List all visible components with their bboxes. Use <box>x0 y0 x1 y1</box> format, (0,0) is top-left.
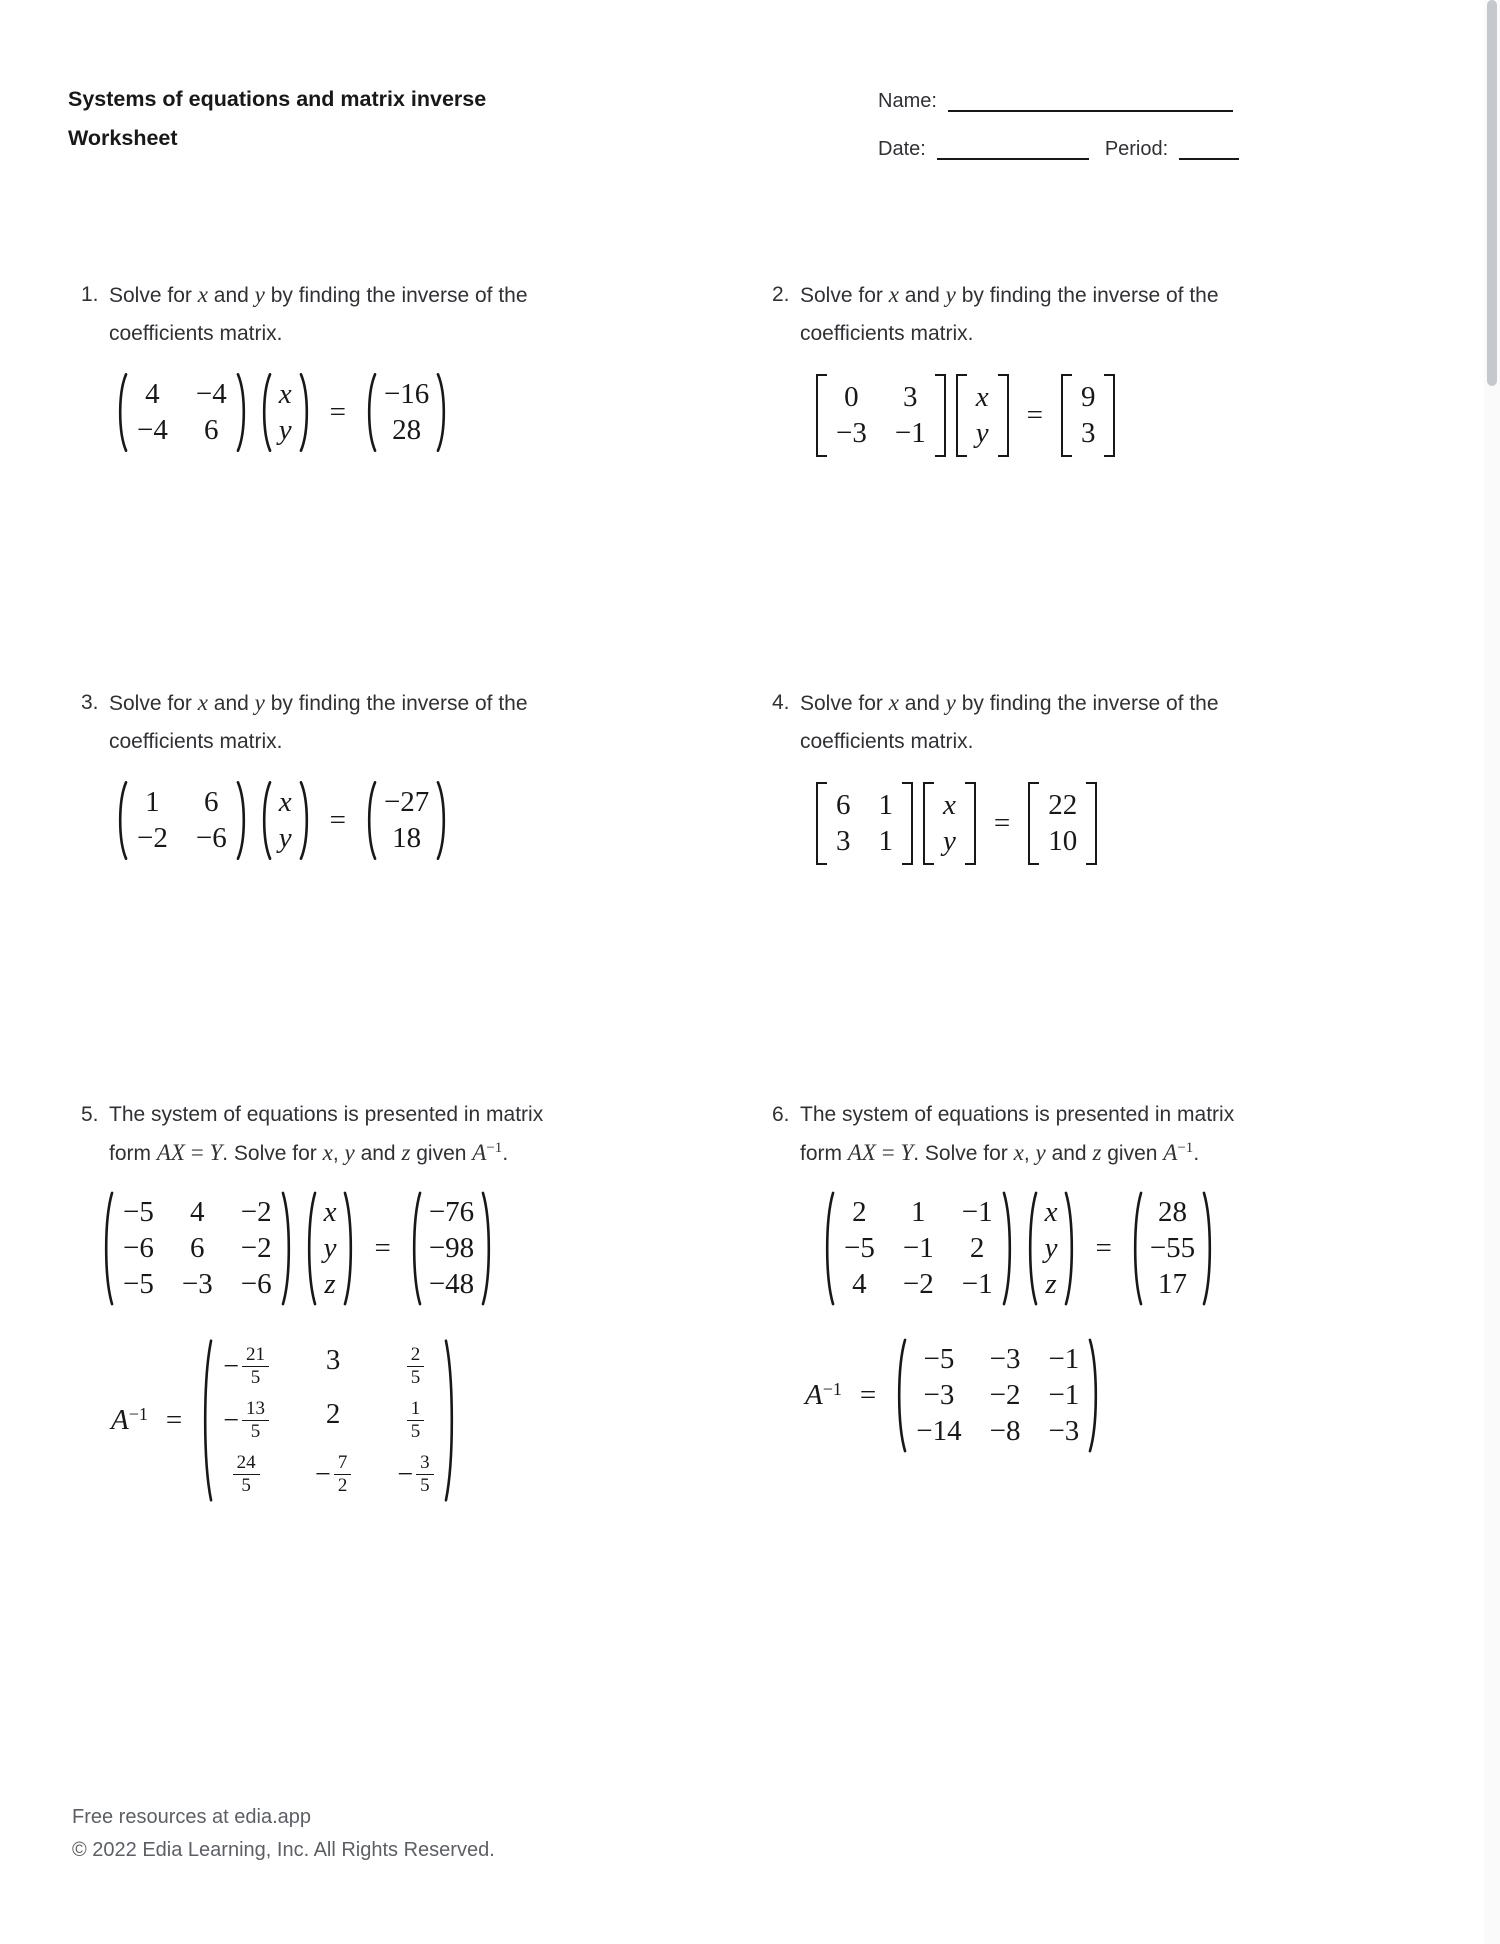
prompt-text: . Solve for <box>222 1142 323 1165</box>
exponent: −1 <box>1177 1140 1194 1156</box>
variable-vector <box>956 373 1009 458</box>
prompt-text: , <box>332 1142 345 1165</box>
problem-3-prompt <box>81 684 611 761</box>
matrix-cell: −2 <box>989 1379 1021 1411</box>
prompt-text: . <box>1193 1142 1200 1165</box>
matrix-cell: −16 <box>383 378 430 410</box>
matrix-cell: 3 <box>836 825 851 857</box>
math-var: A <box>111 1404 129 1436</box>
problem-number: 5. <box>81 1103 99 1126</box>
matrix-cell: y <box>943 825 956 857</box>
matrix-cell: −1 <box>1048 1343 1080 1375</box>
constant-vector <box>364 373 449 452</box>
matrix-cell <box>407 1344 425 1389</box>
matrix-cell <box>233 1452 260 1497</box>
matrix-cell: y <box>1044 1232 1058 1264</box>
prompt-text: and <box>207 692 255 715</box>
matrix-cell: −2 <box>137 822 168 854</box>
matrix-cell: −3 <box>1048 1415 1080 1447</box>
matrix-cell: x <box>1044 1196 1058 1228</box>
prompt-text: . <box>502 1142 509 1165</box>
prompt-text: by finding the inverse of the coefficients matrix. <box>800 284 1219 345</box>
equals-sign: = <box>329 396 346 428</box>
matrix-cell: 3 <box>903 381 918 413</box>
paren-left <box>101 1191 114 1306</box>
problem-number: 3. <box>81 691 99 714</box>
prompt-text: The system of equations is presented in matrix form <box>109 1103 544 1165</box>
paren-left <box>364 373 377 452</box>
problem-6 <box>772 1096 1302 1453</box>
problem-4-prompt <box>772 684 1302 761</box>
fraction-denominator: 2 <box>337 1475 348 1496</box>
matrix-cell: −1 <box>961 1268 993 1300</box>
paren-right <box>236 781 249 860</box>
coefficient-matrix <box>115 781 249 860</box>
matrix-cell: 4 <box>852 1268 867 1300</box>
fraction-sign: − <box>397 1458 414 1490</box>
matrix-cell: 28 <box>1157 1196 1187 1228</box>
matrix-cell: 1 <box>911 1196 926 1228</box>
math-var: x <box>888 690 899 715</box>
matrix-cell: y <box>975 417 989 449</box>
variable-vector <box>1025 1191 1078 1306</box>
math-var: A <box>1163 1140 1178 1165</box>
problem-2 <box>772 276 1302 458</box>
fraction-numerator: 2 <box>407 1344 425 1367</box>
paren-right <box>343 1191 356 1306</box>
a-inverse-label <box>805 1379 842 1412</box>
scrollbar-thumb[interactable] <box>1487 0 1497 386</box>
bracket-left <box>816 374 827 457</box>
problem-1-equation <box>115 373 611 452</box>
fraction-numerator: 7 <box>334 1452 352 1475</box>
matrix-cell: −27 <box>383 786 430 818</box>
paren-right <box>299 373 312 452</box>
constant-vector <box>364 781 449 860</box>
worksheet-title-line2: Worksheet <box>68 126 178 150</box>
problem-number: 4. <box>772 691 790 714</box>
math-var: AX <box>156 1140 185 1165</box>
date-period-row <box>878 136 1239 160</box>
matrix-cell: −5 <box>123 1196 154 1228</box>
constant-vector <box>1061 373 1116 458</box>
matrix-cell: −5 <box>123 1268 154 1300</box>
paren-left <box>409 1191 422 1306</box>
date-label: Date: <box>878 138 926 160</box>
bracket-right <box>935 374 946 457</box>
fraction-sign: − <box>223 1350 240 1382</box>
fraction-numerator: 21 <box>242 1344 269 1367</box>
paren-left <box>115 373 128 452</box>
matrix-cell: −98 <box>428 1232 475 1264</box>
prompt-text: and <box>898 284 946 307</box>
problem-2-prompt <box>772 276 1302 353</box>
paren-right <box>1202 1191 1215 1306</box>
matrix-cell <box>407 1398 425 1443</box>
math-var: y <box>945 690 956 715</box>
bracket-left <box>1061 374 1072 457</box>
matrix-cell: 3 <box>325 1344 341 1376</box>
paren-right <box>444 1338 457 1503</box>
matrix-cell: −2 <box>240 1232 272 1264</box>
paren-left <box>1130 1191 1143 1306</box>
paren-right <box>299 781 312 860</box>
student-fields <box>878 88 1239 160</box>
matrix-cell: −6 <box>240 1268 272 1300</box>
matrix-cell: 6 <box>204 414 219 446</box>
fraction-denominator: 5 <box>250 1367 261 1388</box>
fraction-sign: − <box>223 1404 240 1436</box>
math-equals-text: = <box>184 1140 210 1165</box>
matrix-cell: 1 <box>878 825 893 857</box>
problem-3-equation <box>115 781 611 860</box>
problem-3 <box>81 684 611 860</box>
prompt-text: by finding the inverse of the coefficients matrix. <box>800 692 1219 753</box>
math-var: A <box>472 1140 487 1165</box>
bracket-right <box>1104 374 1115 457</box>
math-var: x <box>888 282 899 307</box>
math-var: z <box>401 1140 411 1165</box>
matrix-cell: −76 <box>428 1196 475 1228</box>
math-var: y <box>254 690 265 715</box>
bracket-right <box>965 782 976 865</box>
worksheet-title <box>68 80 486 158</box>
paren-left <box>259 373 272 452</box>
fraction-denominator: 5 <box>420 1475 430 1496</box>
bracket-left <box>956 374 967 457</box>
problem-6-inverse-equation <box>805 1338 1302 1453</box>
problem-1 <box>81 276 611 452</box>
fraction-denominator: 5 <box>410 1421 421 1442</box>
coefficient-matrix <box>115 373 249 452</box>
paren-left <box>259 781 272 860</box>
prompt-text: Solve for <box>109 284 198 307</box>
matrix-cell: 1 <box>145 786 160 818</box>
problem-6-equation <box>822 1191 1302 1306</box>
paren-left <box>115 781 128 860</box>
math-var: y <box>254 282 265 307</box>
paren-right <box>1064 1191 1077 1306</box>
exponent: −1 <box>822 1379 842 1399</box>
paren-right <box>436 373 449 452</box>
problem-5-inverse-equation <box>111 1338 611 1503</box>
exponent: −1 <box>128 1404 148 1424</box>
fraction-denominator: 5 <box>410 1367 421 1388</box>
equals-sign: = <box>329 804 346 836</box>
inverse-matrix <box>894 1338 1101 1453</box>
equals-sign: = <box>993 807 1011 839</box>
matrix-cell: y <box>278 414 292 446</box>
constant-vector <box>1028 781 1097 866</box>
period-blank <box>1179 142 1239 160</box>
prompt-text: , <box>1023 1142 1036 1165</box>
paren-left <box>1025 1191 1038 1306</box>
matrix-cell <box>223 1398 269 1443</box>
fraction-numerator: 1 <box>407 1398 425 1421</box>
problem-5-equation <box>101 1191 611 1306</box>
coefficient-matrix <box>816 373 946 458</box>
inverse-matrix <box>200 1338 456 1503</box>
prompt-text: and <box>898 692 946 715</box>
matrix-cell: −3 <box>989 1343 1021 1375</box>
matrix-cell: x <box>278 786 292 818</box>
math-var: x <box>1013 1140 1024 1165</box>
problem-2-equation <box>816 373 1302 458</box>
matrix-cell: 0 <box>844 381 859 413</box>
paren-right <box>1002 1191 1015 1306</box>
matrix-cell: −3 <box>923 1379 955 1411</box>
paren-right <box>436 781 449 860</box>
matrix-cell: −6 <box>195 822 227 854</box>
matrix-cell: −1 <box>961 1196 993 1228</box>
math-var: z <box>1092 1140 1102 1165</box>
paren-right <box>236 373 249 452</box>
math-equals-text: = <box>875 1140 901 1165</box>
matrix-cell: 2 <box>325 1398 341 1430</box>
paren-left <box>200 1338 213 1503</box>
bracket-left <box>923 782 934 865</box>
worksheet-title-line1: Systems of equations and matrix inverse <box>68 87 487 111</box>
math-var: y <box>945 282 956 307</box>
fraction-denominator: 5 <box>250 1421 261 1442</box>
math-var: Y <box>900 1140 914 1165</box>
matrix-cell: 9 <box>1080 381 1096 413</box>
matrix-cell: −1 <box>902 1232 934 1264</box>
variable-vector <box>259 373 312 452</box>
math-var: Y <box>209 1140 223 1165</box>
matrix-cell: x <box>278 378 292 410</box>
prompt-text: given <box>410 1142 473 1165</box>
fraction-denominator: 5 <box>241 1475 251 1496</box>
matrix-cell: z <box>1045 1268 1057 1300</box>
matrix-cell <box>397 1452 433 1497</box>
problem-number: 6. <box>772 1103 790 1126</box>
matrix-cell: −2 <box>902 1268 934 1300</box>
a-inverse-label <box>111 1404 148 1437</box>
bracket-right <box>902 782 913 865</box>
matrix-cell: 6 <box>190 1232 205 1264</box>
paren-right <box>1088 1338 1101 1453</box>
matrix-cell: 10 <box>1048 825 1078 857</box>
variable-vector <box>304 1191 357 1306</box>
matrix-cell: −1 <box>894 417 926 449</box>
matrix-cell <box>223 1344 269 1389</box>
matrix-cell: −3 <box>836 417 867 449</box>
prompt-text: and <box>207 284 255 307</box>
matrix-cell: x <box>943 789 956 821</box>
prompt-text: and <box>354 1142 402 1165</box>
footer-resources-line: Free resources at edia.app <box>72 1806 312 1828</box>
equals-sign: = <box>374 1232 391 1264</box>
bracket-left <box>1028 782 1039 865</box>
problem-6-prompt <box>772 1096 1302 1173</box>
fraction-numerator: 13 <box>242 1398 269 1421</box>
prompt-text: by finding the inverse of the coefficients matrix. <box>109 284 528 345</box>
prompt-text: Solve for <box>109 692 198 715</box>
math-var: x <box>322 1140 333 1165</box>
problem-4 <box>772 684 1302 866</box>
equals-sign: = <box>1095 1232 1112 1264</box>
variable-vector <box>923 781 976 866</box>
paren-right <box>281 1191 294 1306</box>
matrix-cell: −3 <box>181 1268 213 1300</box>
matrix-cell <box>315 1452 351 1497</box>
matrix-cell: 4 <box>145 378 160 410</box>
paren-right <box>481 1191 494 1306</box>
matrix-cell: −55 <box>1149 1232 1196 1264</box>
bracket-right <box>1086 782 1097 865</box>
matrix-cell: y <box>323 1232 337 1264</box>
prompt-text: The system of equations is presented in matrix form <box>800 1103 1235 1165</box>
equals-sign: = <box>165 1404 183 1436</box>
period-label: Period: <box>1104 138 1169 160</box>
paren-left <box>822 1191 835 1306</box>
scrollbar-track[interactable] <box>1484 0 1500 1944</box>
matrix-cell: y <box>278 822 292 854</box>
matrix-cell: 22 <box>1048 789 1078 821</box>
bracket-right <box>998 374 1009 457</box>
matrix-cell: −1 <box>1048 1379 1080 1411</box>
fraction-numerator: 3 <box>416 1452 434 1475</box>
name-label: Name: <box>878 90 937 112</box>
matrix-cell: −5 <box>923 1343 955 1375</box>
bracket-left <box>816 782 827 865</box>
footer <box>72 1801 495 1867</box>
matrix-cell: 6 <box>204 786 219 818</box>
name-blank <box>948 94 1233 112</box>
problem-number: 2. <box>772 283 790 306</box>
prompt-text: . Solve for <box>913 1142 1014 1165</box>
prompt-text: Solve for <box>800 284 889 307</box>
problem-4-equation <box>816 781 1302 866</box>
math-var: AX <box>847 1140 876 1165</box>
matrix-cell: 4 <box>190 1196 205 1228</box>
prompt-text: and <box>1045 1142 1093 1165</box>
coefficient-matrix <box>816 781 913 866</box>
matrix-cell: 17 <box>1157 1268 1187 1300</box>
matrix-cell: −14 <box>916 1415 962 1447</box>
equals-sign: = <box>1026 399 1043 431</box>
paren-left <box>894 1338 907 1453</box>
name-row <box>878 88 1239 112</box>
matrix-cell: −2 <box>240 1196 272 1228</box>
matrix-cell: 6 <box>836 789 851 821</box>
matrix-cell: −48 <box>428 1268 475 1300</box>
equals-sign: = <box>859 1379 877 1411</box>
coefficient-matrix <box>822 1191 1015 1306</box>
coefficient-matrix <box>101 1191 294 1306</box>
matrix-cell: 28 <box>392 414 422 446</box>
math-var: x <box>197 690 208 715</box>
problem-5 <box>81 1096 611 1503</box>
matrix-cell: −4 <box>137 414 168 446</box>
matrix-cell: −4 <box>195 378 227 410</box>
math-var: A <box>805 1379 823 1411</box>
prompt-text: by finding the inverse of the coefficients matrix. <box>109 692 528 753</box>
footer-copyright-line: © 2022 Edia Learning, Inc. All Rights Reserved. <box>72 1839 495 1861</box>
fraction-sign: − <box>315 1458 331 1490</box>
prompt-text: Solve for <box>800 692 889 715</box>
constant-vector <box>409 1191 494 1306</box>
paren-left <box>364 781 377 860</box>
prompt-text: given <box>1101 1142 1164 1165</box>
matrix-cell: z <box>324 1268 336 1300</box>
matrix-cell: −6 <box>123 1232 154 1264</box>
math-var: y <box>1035 1140 1046 1165</box>
matrix-cell: 18 <box>392 822 422 854</box>
problem-1-prompt <box>81 276 611 353</box>
fraction-numerator: 24 <box>233 1452 260 1475</box>
matrix-cell: 3 <box>1080 417 1096 449</box>
matrix-cell: 2 <box>969 1232 985 1264</box>
constant-vector <box>1130 1191 1215 1306</box>
exponent: −1 <box>486 1140 503 1156</box>
matrix-cell: 1 <box>878 789 893 821</box>
matrix-cell: 2 <box>852 1196 867 1228</box>
matrix-cell: −8 <box>989 1415 1021 1447</box>
math-var: x <box>197 282 208 307</box>
paren-left <box>304 1191 317 1306</box>
date-blank <box>937 142 1089 160</box>
matrix-cell: x <box>323 1196 337 1228</box>
variable-vector <box>259 781 312 860</box>
problem-5-prompt <box>81 1096 611 1173</box>
matrix-cell: x <box>975 381 989 413</box>
math-var: y <box>344 1140 355 1165</box>
problem-number: 1. <box>81 283 99 306</box>
matrix-cell: −5 <box>844 1232 875 1264</box>
